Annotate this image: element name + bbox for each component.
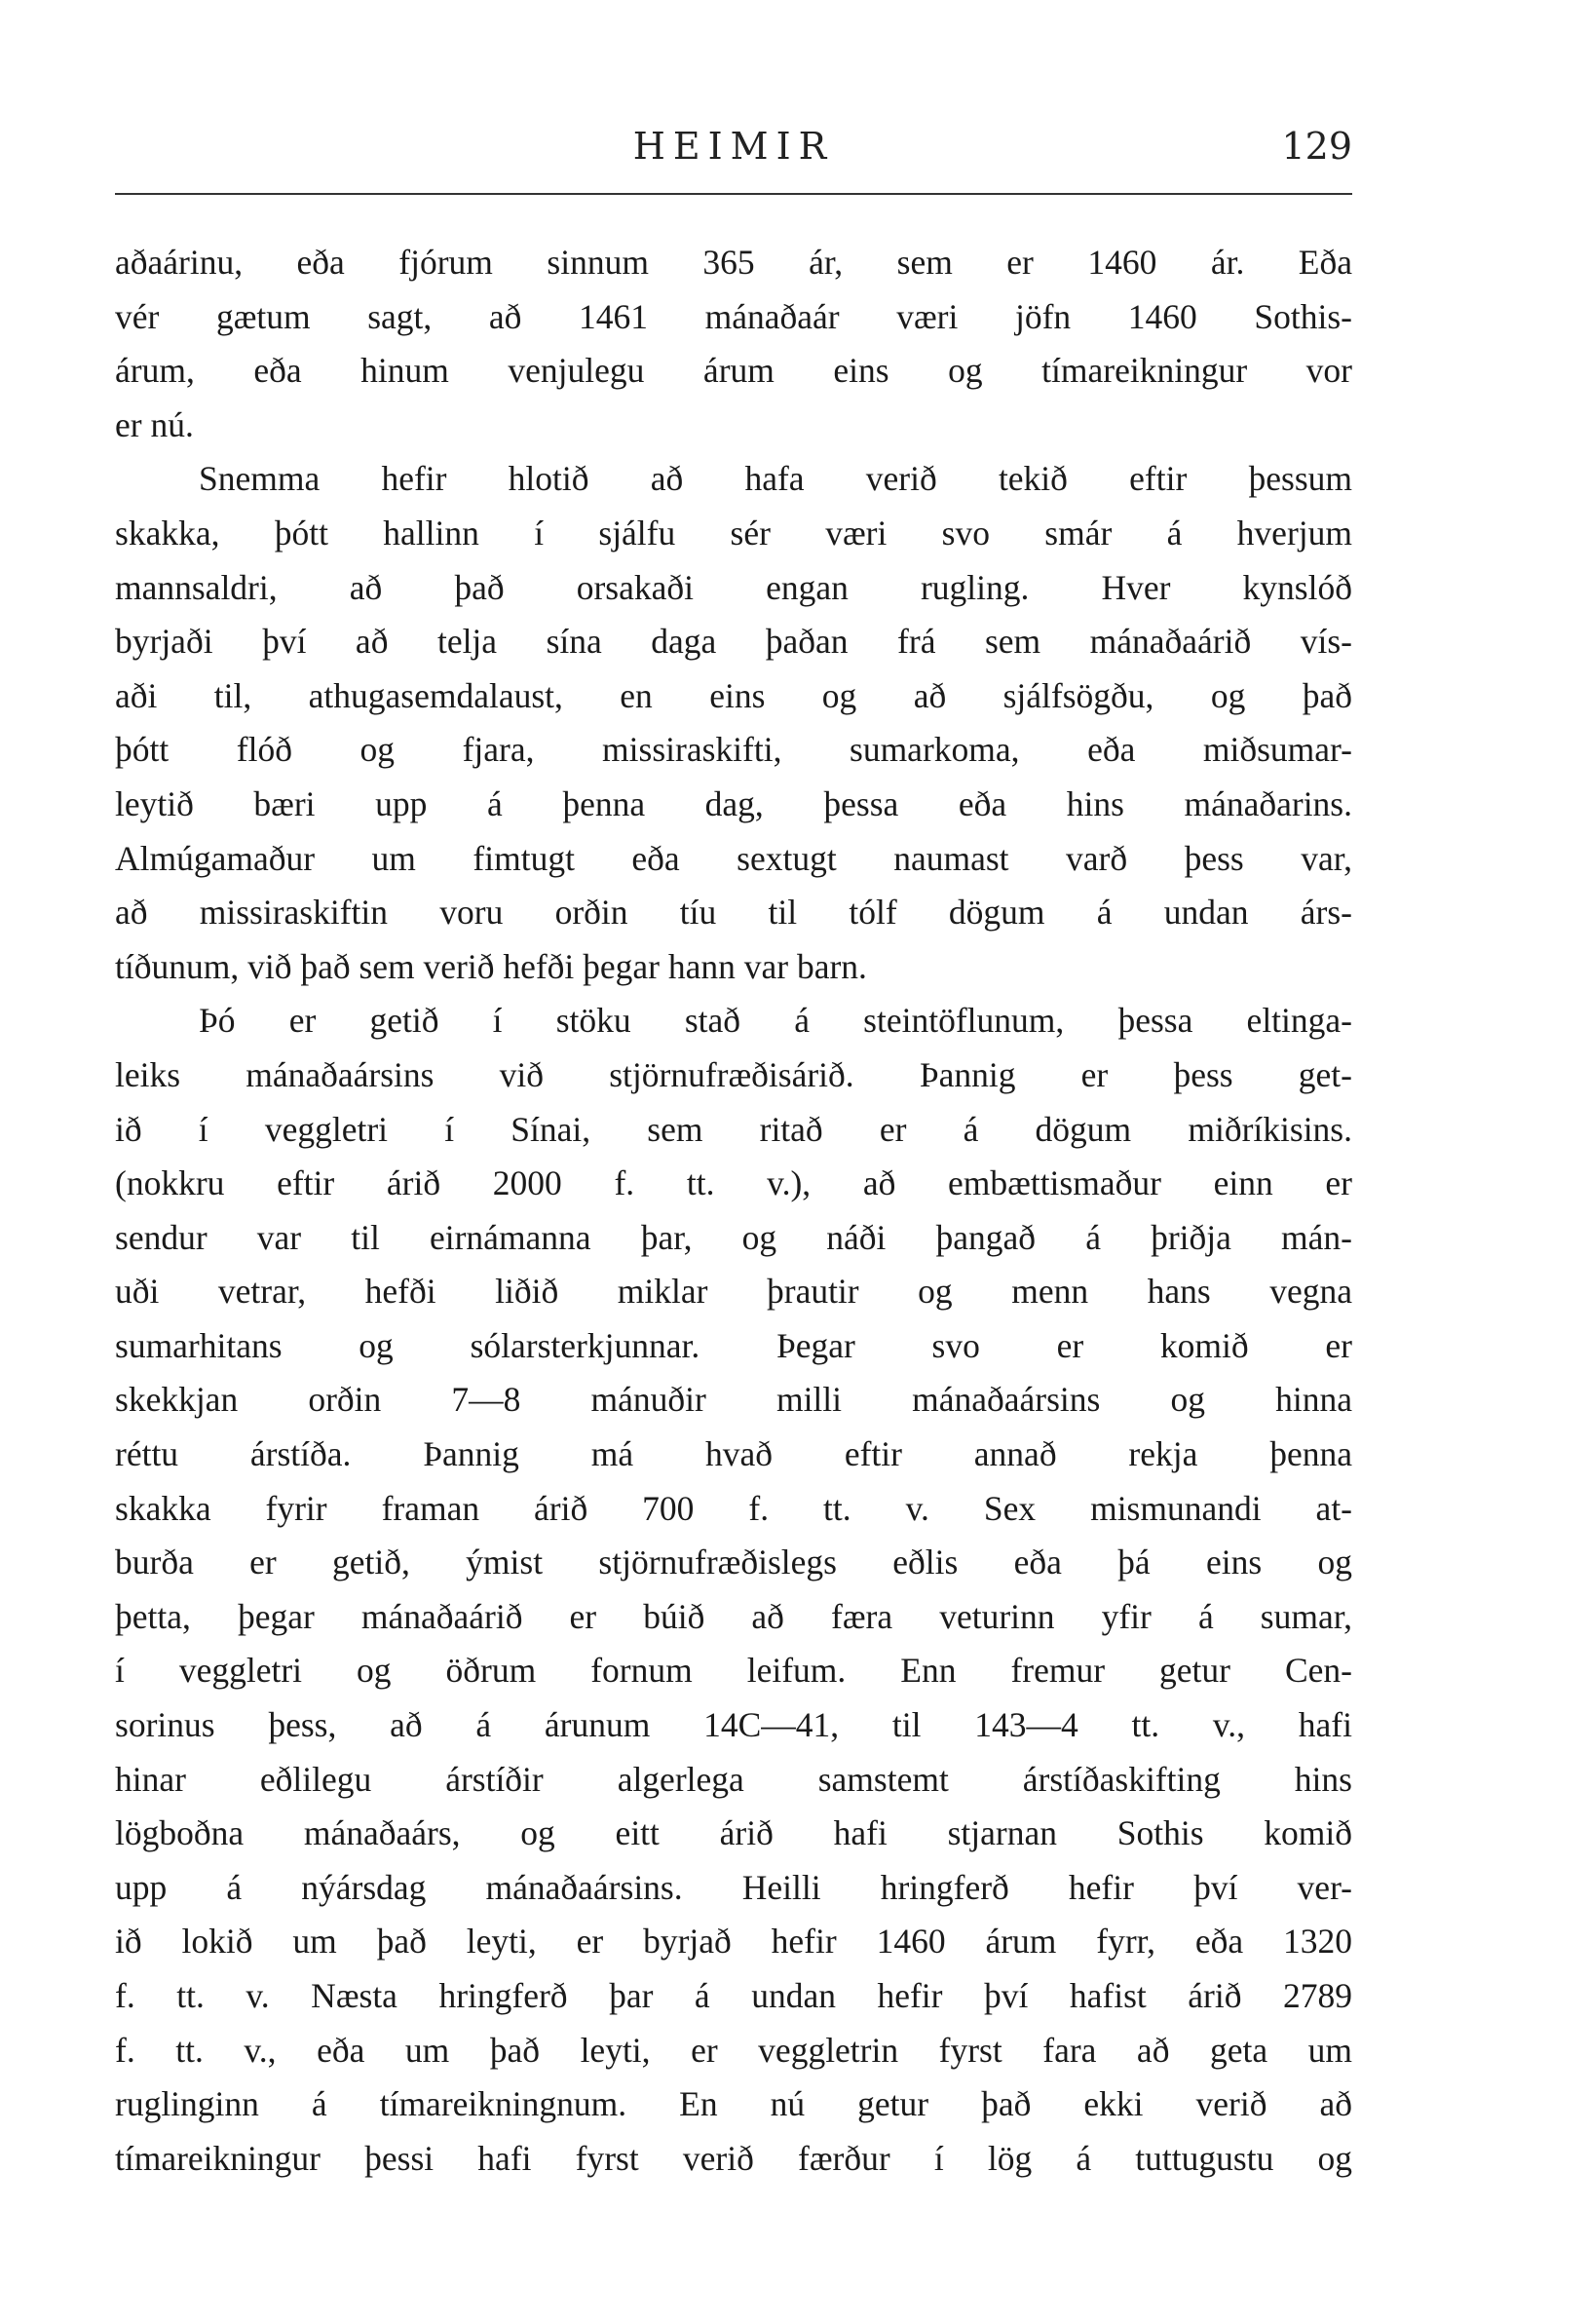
paragraph [115,994,1352,2186]
text-line: tímareikningur þessi hafi fyrst verið færður í lög á tuttugustu og [115,2138,1352,2178]
text-line: skakka fyrir framan árið 700 f. tt. v. Sex mismunandi at- [115,1488,1352,1528]
text-line: tíðunum, við það sem verið hefði þegar hann var barn. [115,946,867,986]
text-line: er nú. [115,404,194,444]
text-line: mannsaldri, að það orsakaði engan rugling. Hver kynslóð [115,567,1352,607]
text-line: leytið bæri upp á þenna dag, þessa eða hins mánaðarins. [115,783,1352,823]
text-line: þótt flóð og fjara, missiraskifti, sumarkoma, eða miðsumar- [115,730,1352,770]
text-line: í veggletri og öðrum fornum leifum. Enn fremur getur Cen- [115,1651,1352,1691]
text-line: þetta, þegar mánaðaárið er búið að færa veturinn yfir á sumar, [115,1596,1352,1636]
paragraph [115,236,1352,452]
body-text [115,236,1352,2186]
text-line: skakka, þótt hallinn í sjálfu sér væri svo smár á hverjum [115,513,1352,552]
text-line: að missiraskiftin voru orðin tíu til tólf dögum á undan árs- [115,893,1352,933]
text-line: burða er getið, ýmist stjörnufræðislegs eðlis eða þá eins og [115,1543,1352,1582]
text-line: hinar eðlilegu árstíðir algerlega samstemt árstíðaskifting hins [115,1759,1352,1799]
running-title: HEIMIR [632,125,835,168]
text-line: ið lokið um það leyti, er byrjað hefir 1460 árum fyrr, eða 1320 [115,1922,1352,1962]
text-line: lögboðna mánaðaárs, og eitt árið hafi stjarnan Sothis komið [115,1813,1352,1853]
text-line: Almúgamaður um fimtugt eða sextugt naumast varð þess var, [115,838,1352,878]
text-line: vér gætum sagt, að 1461 mánaðaár væri jöfn 1460 Sothis- [115,296,1352,336]
text-line: árum, eða hinum venjulegu árum eins og tímareikningur vor [115,351,1352,391]
text-line: sorinus þess, að á árunum 14C—41, til 143—4 tt. v., hafi [115,1705,1352,1745]
text-line: Þó er getið í stöku stað á steintöflunum, þessa eltinga- [199,1001,1352,1041]
header-rule [115,193,1352,195]
text-line: aðaárinu, eða fjórum sinnum 365 ár, sem er 1460 ár. Eða [115,243,1352,282]
text-line: leiks mánaðaársins við stjörnufræðisárið. Þannig er þess get- [115,1054,1352,1094]
text-line: byrjaði því að telja sína daga þaðan frá sem mánaðaárið vís- [115,622,1352,662]
text-line: skekkjan orðin 7—8 mánuðir milli mánaðaársins og hinna [115,1380,1352,1420]
text-line: Snemma hefir hlotið að hafa verið tekið eftir þessum [199,459,1352,499]
text-line: aði til, athugasemdalaust, en eins og að sjálfsögðu, og það [115,675,1352,715]
text-line: upp á nýársdag mánaðaársins. Heilli hringferð hefir því ver- [115,1867,1352,1907]
text-line: (nokkru eftir árið 2000 f. tt. v.), að embættismaður einn er [115,1163,1352,1203]
text-line: ið í veggletri í Sínai, sem ritað er á dögum miðríkisins. [115,1109,1352,1149]
text-line: sumarhitans og sólarsterkjunnar. Þegar svo er komið er [115,1325,1352,1365]
text-line: uði vetrar, hefði liðið miklar þrautir og menn hans vegna [115,1272,1352,1312]
paragraph [115,452,1352,994]
text-line: sendur var til eirnámanna þar, og náði þangað á þriðja mán- [115,1217,1352,1257]
text-line: f. tt. v., eða um það leyti, er veggletrin fyrst fara að geta um [115,2030,1352,2070]
text-line: ruglinginn á tímareikningnum. En nú getur það ekki verið að [115,2084,1352,2124]
page-number: 129 [1281,125,1352,168]
text-line: f. tt. v. Næsta hringferð þar á undan hefir því hafist árið 2789 [115,1976,1352,2015]
running-head [115,125,1352,173]
text-line: réttu árstíða. Þannig má hvað eftir annað rekja þenna [115,1434,1352,1474]
